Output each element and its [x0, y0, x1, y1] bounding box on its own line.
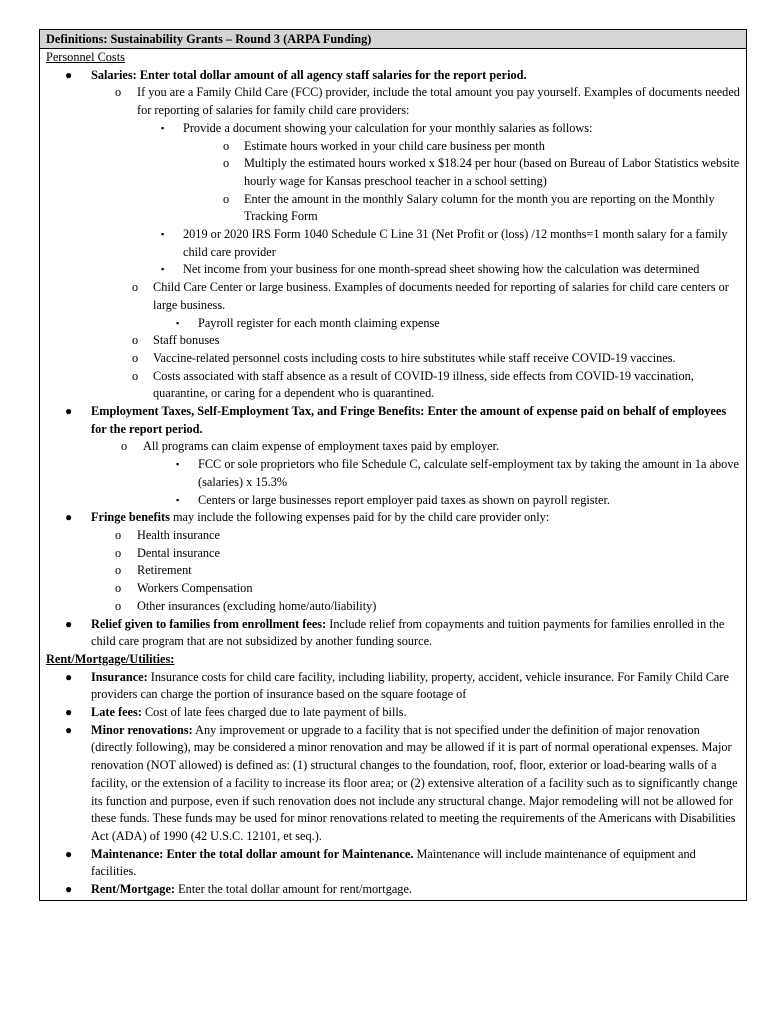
- circle-marker: o: [115, 563, 122, 578]
- list-item-rent-mortgage: [46, 881, 740, 899]
- list-item-tax-detail: [46, 492, 740, 510]
- maintenance-text: Maintenance will include maintenance of equipment and facilities.: [91, 846, 696, 879]
- circle-marker: o: [115, 598, 122, 613]
- bullet-marker: ●: [65, 705, 73, 720]
- tax-detail-text: Centers or large businesses report employer paid taxes as shown on payroll register.: [198, 492, 610, 507]
- bullet-marker: ●: [65, 882, 73, 897]
- square-marker: ▪: [176, 459, 180, 470]
- vaccine-text: Vaccine-related personnel costs including costs to hire substitutes while staff receive COVID-19 vaccines.: [153, 350, 676, 365]
- list-item-calc-step: [46, 138, 740, 156]
- rent-mortgage-label: Rent/Mortgage:: [91, 882, 175, 897]
- list-item-minor-renovations: [46, 722, 740, 846]
- fringe-text: may include the following expenses paid for by the child care provider only:: [169, 510, 550, 525]
- list-item-fringe-benefit: [46, 580, 740, 598]
- circle-marker: o: [121, 439, 128, 454]
- list-item-fringe-benefit: [46, 527, 740, 545]
- fringe-benefit-text: Retirement: [137, 563, 192, 578]
- list-item-bonuses: [46, 332, 740, 350]
- calc-step-text: Multiply the estimated hours worked x $18.24 per hour (based on Bureau of Labor Statistics website hourly wage for Kansas preschool teacher in a school setting): [244, 156, 740, 188]
- list-item-calc-step: [46, 155, 740, 190]
- taxes-heading: Employment Taxes, Self-Employment Tax, and Fringe Benefits: Enter the amount of expense paid on behalf of employees for the report period.: [91, 404, 727, 436]
- square-marker: ▪: [161, 229, 165, 240]
- fcc-item-text: Net income from your business for one month-spread sheet showing how the calculation was determined: [183, 262, 700, 277]
- relief-text: Include relief from copayments and tuition payments for families enrolled in the child care program that are not subsidized by another funding source.: [91, 616, 725, 649]
- list-item-fcc: [46, 84, 740, 119]
- list-item-all-programs: [46, 438, 740, 456]
- bullet-marker: ●: [65, 67, 73, 82]
- circle-marker: o: [132, 350, 139, 365]
- fringe-label: Fringe benefits: [91, 510, 170, 525]
- list-item-fringe-benefit: [46, 598, 740, 616]
- bullet-marker: ●: [65, 510, 73, 525]
- list-item-taxes: [46, 403, 740, 438]
- circle-marker: o: [132, 333, 139, 348]
- list-item-fringe-benefit: [46, 545, 740, 563]
- bullet-marker: ●: [65, 616, 73, 631]
- list-item-maintenance: [46, 846, 740, 881]
- relief-label: Relief given to families from enrollment fees:: [91, 616, 327, 631]
- bullet-marker: ●: [65, 846, 73, 861]
- section-title-rent: Rent/Mortgage/Utilities:: [46, 651, 175, 666]
- fcc-item-text: Provide a document showing your calculation for your monthly salaries as follows:: [183, 120, 593, 135]
- maintenance-label: Maintenance: Enter the total dollar amount for Maintenance.: [91, 846, 414, 861]
- absence-text: Costs associated with staff absence as a result of COVID-19 illness, side effects from COVID-19 vaccination, quarantine, or caring for a dependent who is quarantined.: [153, 368, 694, 401]
- calc-step-text: Enter the amount in the monthly Salary column for the month you are reporting on the Monthly Tracking Form: [244, 191, 715, 224]
- calc-step-text: Estimate hours worked in your child care business per month: [244, 138, 545, 153]
- list-item-late-fees: [46, 704, 740, 722]
- list-item-center: [46, 279, 740, 314]
- circle-marker: o: [223, 191, 230, 206]
- fringe-benefit-text: Health insurance: [137, 527, 220, 542]
- list-item-absence: [46, 368, 740, 403]
- list-item-fringe: [46, 509, 740, 527]
- circle-marker: o: [115, 85, 122, 100]
- list-item-tax-detail: [46, 456, 740, 491]
- circle-marker: o: [115, 545, 122, 560]
- square-marker: ▪: [161, 264, 165, 275]
- bullet-marker: ●: [65, 722, 73, 737]
- fringe-benefit-text: Dental insurance: [137, 545, 220, 560]
- list-item-insurance: [46, 669, 740, 704]
- late-fees-text: Cost of late fees charged due to late payment of bills.: [141, 705, 407, 720]
- fringe-benefit-text: Other insurances (excluding home/auto/liability): [137, 598, 377, 613]
- document-body: [40, 49, 746, 900]
- fcc-text: If you are a Family Child Care (FCC) provider, include the total amount you pay yourself. Examples of documents needed for reporting of salaries for family child care providers:: [137, 85, 740, 118]
- section-title-personnel: Personnel Costs: [46, 50, 125, 64]
- square-marker: ▪: [176, 317, 180, 328]
- center-text: Child Care Center or large business. Examples of documents needed for reporting of salaries for child care centers or large business.: [153, 280, 729, 312]
- list-item-vaccine: [46, 350, 740, 368]
- late-fees-label: Late fees:: [91, 705, 142, 720]
- list-item-fcc-irs: [46, 226, 740, 261]
- bullet-marker: ●: [65, 404, 73, 419]
- circle-marker: o: [132, 280, 139, 295]
- minor-renovations-label: Minor renovations:: [91, 722, 193, 737]
- square-marker: ▪: [176, 494, 180, 505]
- rent-mortgage-text: Enter the total dollar amount for rent/mortgage.: [175, 882, 412, 897]
- square-marker: ▪: [161, 122, 165, 133]
- minor-renovations-text: Any improvement or upgrade to a facility that is not specified under the definition of major renovation (directly following), may be considered a minor renovation and may be allowed if it is part of normal operational expenses. Major renovation (NOT allowed) is defined as: (1) structural changes to the foundation, roof, floor, exterior or load-bearing walls of a facility, or the extension of a facility to increase its floor area; or (2) extensive alteration of a facility such as to significantly change its function and purpose, even if such renovation does not include any structural change. Major remodeling will not be allowed for these funds. These funds may be used for minor renovations related to meeting the requirements of the Americans with Disabilities Act (ADA) of 1990 (42 U.S.C. 12101, et seq.).: [91, 722, 738, 843]
- list-item-fcc-net-income: [46, 261, 740, 279]
- circle-marker: o: [115, 527, 122, 542]
- list-item-calc-step: [46, 191, 740, 226]
- document-header: Definitions: Sustainability Grants – Round 3 (ARPA Funding): [40, 30, 746, 49]
- list-item-salaries: [46, 67, 740, 85]
- insurance-label: Insurance:: [91, 669, 148, 684]
- list-item-relief: [46, 616, 740, 651]
- list-item-payroll: [46, 315, 740, 333]
- fringe-benefit-text: Workers Compensation: [137, 581, 253, 596]
- insurance-text: Insurance costs for child care facility, including liability, property, accident, vehicle insurance. For Family Child Care providers can charge the portion of insurance based on the square footage of: [91, 669, 729, 702]
- fcc-item-text: 2019 or 2020 IRS Form 1040 Schedule C Line 31 (Net Profit or (loss) /12 months=1 month salary for a family child care provider: [183, 227, 728, 259]
- tax-detail-text: FCC or sole proprietors who file Schedule C, calculate self-employment tax by taking the amount in 1a above (salaries) x 15.3%: [198, 457, 739, 489]
- bonuses-text: Staff bonuses: [153, 333, 220, 348]
- circle-marker: o: [132, 368, 139, 383]
- circle-marker: o: [115, 581, 122, 596]
- all-programs-text: All programs can claim expense of employment taxes paid by employer.: [143, 439, 500, 454]
- circle-marker: o: [223, 156, 230, 171]
- list-item-fringe-benefit: [46, 562, 740, 580]
- salaries-heading: Salaries: Enter total dollar amount of all agency staff salaries for the report period.: [91, 67, 527, 82]
- definitions-document: [39, 29, 747, 901]
- list-item-fcc-calc: [46, 120, 740, 138]
- payroll-text: Payroll register for each month claiming expense: [198, 315, 440, 330]
- circle-marker: o: [223, 138, 230, 153]
- bullet-marker: ●: [65, 669, 73, 684]
